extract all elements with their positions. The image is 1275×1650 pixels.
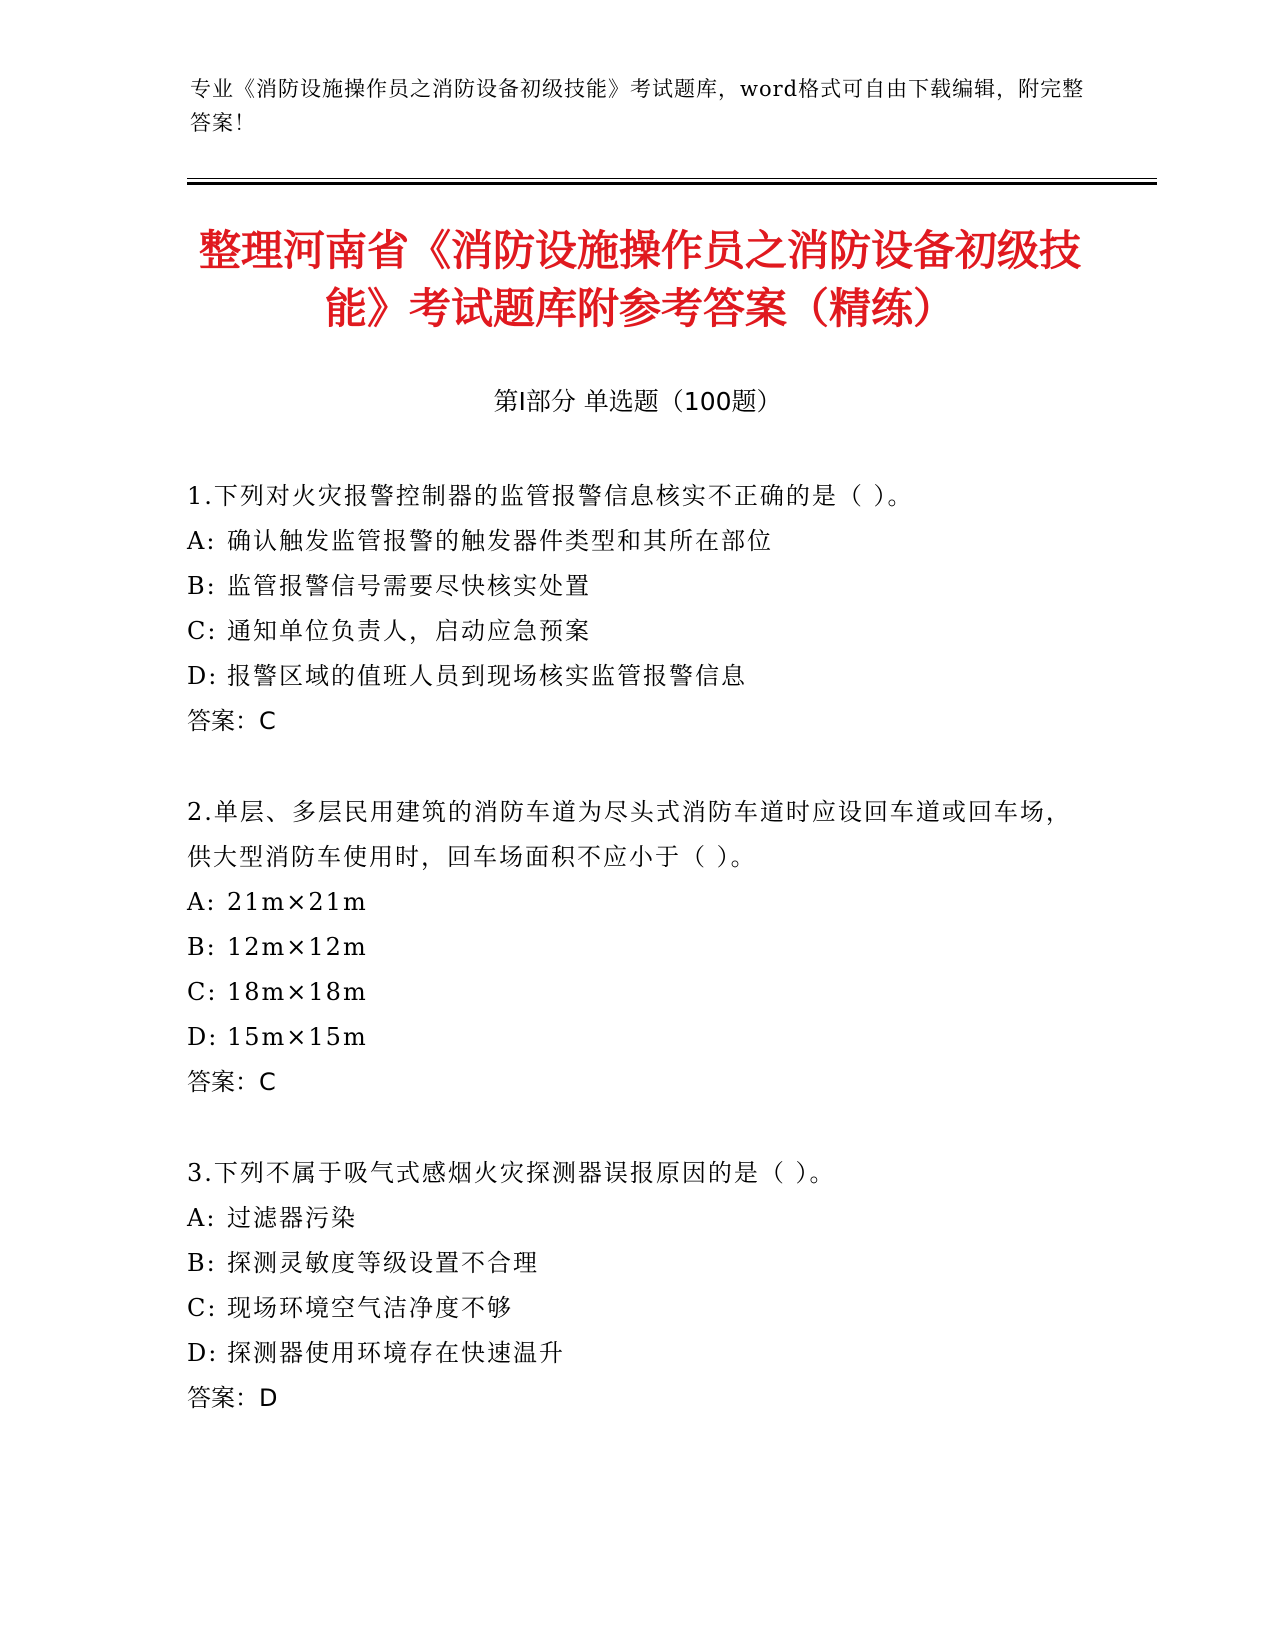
section-heading: 第Ⅰ部分 单选题（100题） bbox=[493, 387, 782, 416]
answer-line: 答案：C bbox=[187, 1068, 276, 1096]
option-b bbox=[187, 1241, 1087, 1286]
question-2 bbox=[187, 790, 1087, 1105]
option-b bbox=[187, 564, 1087, 609]
document-title: 整理河南省《消防设施操作员之消防设备初级技能》考试题库附参考答案（精练） bbox=[198, 226, 1081, 333]
option-c bbox=[187, 1286, 1087, 1331]
option-label: D: bbox=[187, 662, 219, 690]
option-a bbox=[187, 1196, 1087, 1241]
option-d bbox=[187, 654, 1087, 699]
option-b bbox=[187, 925, 1087, 970]
option-a bbox=[187, 519, 1087, 564]
option-label: C: bbox=[187, 978, 218, 1006]
option-label: A: bbox=[187, 1204, 217, 1232]
option-a bbox=[187, 880, 1087, 925]
option-label: A: bbox=[187, 527, 217, 555]
answer-line: 答案：D bbox=[187, 1384, 278, 1412]
option-label: D: bbox=[187, 1339, 219, 1367]
option-d bbox=[187, 1331, 1087, 1376]
header-divider-thin bbox=[187, 178, 1157, 179]
option-d bbox=[187, 1015, 1087, 1060]
option-text: 18m×18m bbox=[227, 978, 368, 1006]
option-text: 现场环境空气洁净度不够 bbox=[227, 1294, 513, 1322]
option-text: 确认触发监管报警的触发器件类型和其所在部位 bbox=[227, 527, 773, 555]
question-3 bbox=[187, 1151, 1087, 1421]
option-text: 报警区域的值班人员到现场核实监管报警信息 bbox=[227, 662, 747, 690]
option-text: 15m×15m bbox=[227, 1023, 368, 1051]
option-label: B: bbox=[187, 933, 217, 961]
option-label: B: bbox=[187, 572, 217, 600]
option-label: C: bbox=[187, 1294, 218, 1322]
option-text: 21m×21m bbox=[227, 888, 368, 916]
option-c bbox=[187, 609, 1087, 654]
option-text: 探测灵敏度等级设置不合理 bbox=[227, 1249, 539, 1277]
option-text: 探测器使用环境存在快速温升 bbox=[227, 1339, 565, 1367]
option-text: 12m×12m bbox=[227, 933, 368, 961]
option-c bbox=[187, 970, 1087, 1015]
header-divider-thick bbox=[187, 182, 1157, 185]
option-text: 过滤器污染 bbox=[227, 1204, 357, 1232]
option-text: 通知单位负责人，启动应急预案 bbox=[227, 617, 591, 645]
option-label: C: bbox=[187, 617, 218, 645]
option-label: D: bbox=[187, 1023, 219, 1051]
question-stem: 1.下列对火灾报警控制器的监管报警信息核实不正确的是（ ）。 bbox=[187, 482, 914, 510]
question-stem: 2.单层、多层民用建筑的消防车道为尽头式消防车道时应设回车道或回车场，供大型消防车使用时，回车场面积不应小于（ ）。 bbox=[187, 798, 1072, 871]
header-note: 专业《消防设施操作员之消防设备初级技能》考试题库，word格式可自由下载编辑，附完整答案！ bbox=[190, 77, 1085, 135]
option-label: A: bbox=[187, 888, 217, 916]
question-1 bbox=[187, 474, 1087, 744]
question-list bbox=[187, 474, 1087, 1467]
option-text: 监管报警信号需要尽快核实处置 bbox=[227, 572, 591, 600]
answer-line: 答案：C bbox=[187, 707, 276, 735]
option-label: B: bbox=[187, 1249, 217, 1277]
question-stem: 3.下列不属于吸气式感烟火灾探测器误报原因的是（ ）。 bbox=[187, 1159, 836, 1187]
